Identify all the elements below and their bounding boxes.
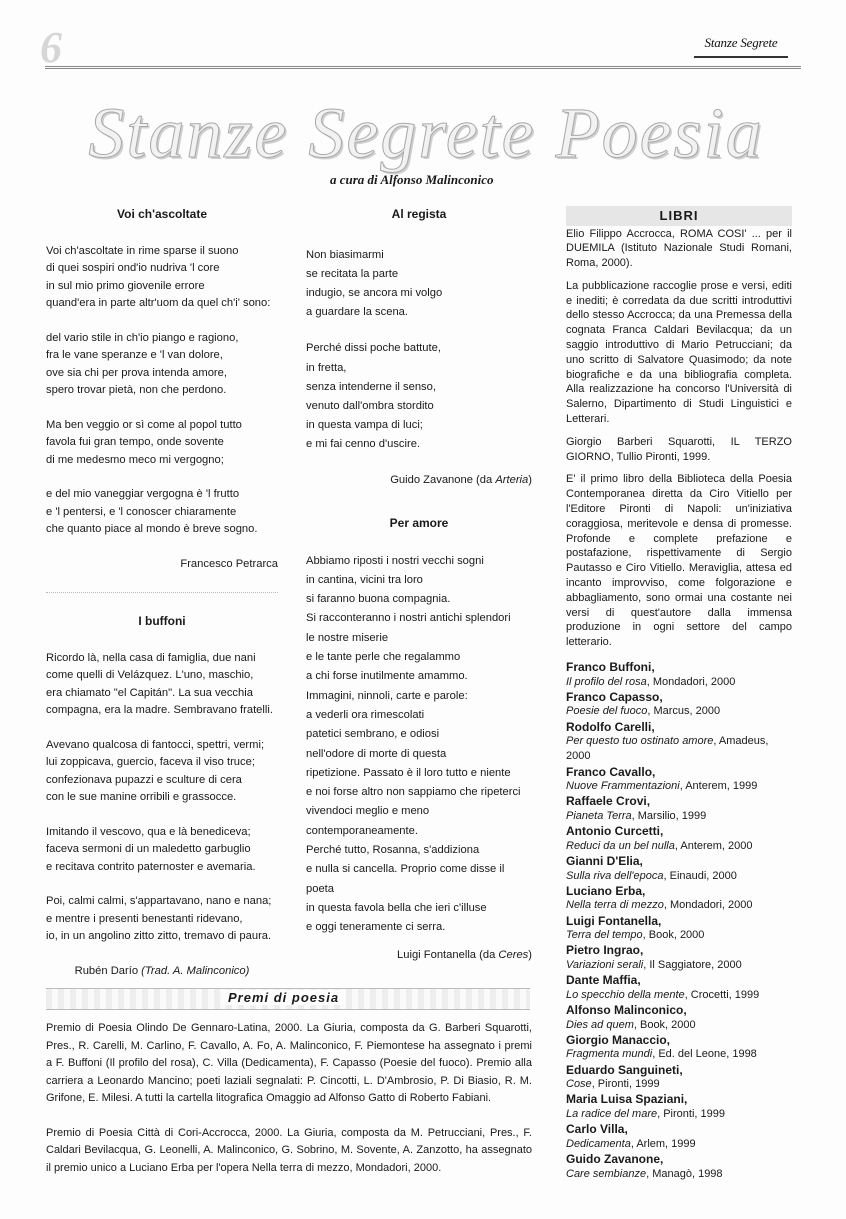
book-author: Eduardo Sanguineti, — [566, 1062, 683, 1077]
book-title: Sulla riva dell'epoca — [566, 869, 664, 882]
premi-title: Premi di poesia — [222, 990, 345, 1005]
book-title-line — [566, 869, 792, 884]
poem-stanza: Non biasimarmi se recitata la parte indugio, se ancora mi volgo a guardare la scena. — [306, 248, 443, 319]
middle-column — [306, 206, 532, 965]
book-author: Raffaele Crovi, — [566, 794, 651, 809]
book-author: Antonio Curcetti, — [566, 824, 664, 839]
book-list-item — [566, 1152, 792, 1182]
book-author: Dante Maffia, — [566, 973, 641, 988]
premi-text — [46, 1020, 532, 1194]
book-title-line — [566, 839, 792, 854]
book-author: Pietro Ingrao, — [566, 943, 644, 958]
book-author: Franco Buffoni, — [566, 660, 655, 675]
book-list-item — [566, 1092, 792, 1122]
book-review: La pubblicazione raccoglie prose e versi, editi e inediti; è corredata da due scritti introduttivi dello stesso Accrocca; da una Premessa della cognata Franca Caldari Bevilacqua; da un saggio introduttivo di Mario Petrucciani; da uno scritto di Salvatore Quasimodo; da note biografiche e da una bibliografia completa. Alla realizzazione ha concorso l'Università di Salerno, Dipartimento di Studi Linguistici e Letterari. — [566, 279, 792, 426]
book-title-line — [566, 1167, 792, 1182]
book-title-line — [566, 1137, 792, 1152]
book-title: Il profilo del rosa — [566, 675, 647, 688]
book-title-line — [566, 958, 792, 973]
book-publisher: , Ed. del Leone, 1998 — [652, 1048, 757, 1061]
poem-stanza: Ricordo là, nella casa di famiglia, due nani come quelli di Velázquez. L'uno, maschio, era chiamato "el Capitán". La sua vecchia compagna, era la madre. Sembravano fratelli. — [46, 651, 273, 716]
book-publisher: , Marcus, 2000 — [647, 705, 721, 718]
poem-author — [306, 947, 532, 965]
book-list-item — [566, 720, 792, 765]
book-review: E' il primo libro della Biblioteca della Poesia Contemporanea diretta da Ciro Vitiello per l'Editore Pironti di Napoli: un'iniziativa coraggiosa, meritevole e densa di promesse. Profonde e complete prefazione e postafazione, rispettivamente di Sergio Pautasso e Ciro Vitiello. Meraviglia, attesa ed incanto improvviso, come folgorazione e abbagliamento, sono ormai una costante nei versi di quest'autore dalla immensa produzione in ogni settore del campo letterario. — [566, 473, 792, 649]
book-author: Maria Luisa Spaziani, — [566, 1092, 688, 1107]
book-publisher: , Crocetti, 1999 — [684, 988, 760, 1001]
premi-paragraph: Premio di Poesia Olindo De Gennaro-Latina, 2000. La Giuria, composta da G. Barberi Squarotti, Pres., R. Carelli, M. Carlino, F. Cavallo, A. Fo, A. Malinconico, F. Piemontese ha assegnato i premi a F. Buffoni (Il profilo del rosa), C. Villa (Dedicamenta), F. Capasso (Poesie del fuoco). Premio alla carriera a Leonardo Mancino; poeti laziali segnalati: P. Cincotti, L. D'Ambrosio, P. Di Biasio, R. M. Grifone, E. Milesi. A tutti la cartella litografica Omaggio ad Alfonso Gatto di Roberto Fabiani. — [46, 1022, 532, 1104]
poem-stanza: Ma ben veggio or sì come al popol tutto favola fui gran tempo, onde sovente di me medesmo meco mi vergogno; — [46, 418, 242, 466]
book-title: Terra del tempo — [566, 929, 643, 942]
book-list-item — [566, 660, 792, 690]
author-name: Rubén Darío — [74, 964, 139, 977]
book-publisher: , Managò, 1998 — [646, 1167, 723, 1180]
poem-stanza: e del mio vaneggiar vergogna è 'l frutto e 'l pentersi, e 'l conoscer chiaramente che quanto piace al mondo è breve sogno. — [46, 488, 258, 535]
book-title: Fragmenta mundi — [566, 1048, 653, 1061]
book-title-line — [566, 1018, 792, 1033]
poem-title: Voi ch'ascoltate — [117, 207, 207, 221]
book-publisher: , Book, 2000 — [642, 929, 705, 942]
book-publisher: , Einaudi, 2000 — [663, 869, 737, 882]
book-entry: Elio Filippo Accrocca, ROMA COSI' ... per il DUEMILA (Istituto Nazionale Studi Romani, Roma, 2000). — [566, 227, 792, 270]
book-list-item — [566, 884, 792, 914]
book-author: Giorgio Manaccio, — [566, 1032, 671, 1047]
book-publisher: , Amadeus, 2000 — [566, 735, 769, 763]
books-column — [566, 206, 792, 1182]
author-source: Arteria — [495, 473, 529, 486]
poem-stanza: Imitando il vescovo, qua e là benediceva; faceva sermoni di un maledetto garbuglio e recitava contrito paternoster e avemaria. — [46, 825, 256, 873]
poem-title: I buffoni — [138, 614, 186, 628]
premi-paragraph: Premio di Poesia Città di Cori-Accrocca, 2000. La Giuria, composta da M. Petrucciani, Pres., F. Caldari Bevilacqua, G. Leonelli, A. Malinconico, G. Sobrino, M. Sovente, A. Zanzotto, ha assegnato il premio unico a Luciano Erba per l'opera Nella terra di mezzo, Mondadori, 2000. — [46, 1126, 532, 1174]
book-title-line — [566, 1047, 792, 1062]
column-separator — [46, 592, 278, 593]
book-list-item — [566, 690, 792, 720]
book-author: Luciano Erba, — [566, 883, 646, 898]
book-title: Cose — [566, 1078, 592, 1091]
poem-stanza: Poi, calmi calmi, s'appartavano, nano e nana; e mentre i presenti benestanti ridevano, io, in un angolino zitto zitto, tremavo di paura. — [46, 895, 272, 942]
book-title: Care sembianze — [566, 1167, 647, 1180]
poem-stanza: Perché dissi poche battute, in fretta, senza intenderne il senso, venuto dall'ombra stordito in questa vampa di luci; e mi fai cenno d'uscire. — [306, 342, 441, 451]
magazine-logo: Stanze Segrete — [694, 30, 788, 58]
book-publisher: , Marsilio, 1999 — [631, 810, 707, 822]
masthead-title: Stanze Segrete Poesia — [88, 93, 764, 173]
book-list-item — [566, 943, 792, 973]
books-heading: LIBRI — [566, 206, 792, 226]
poem-stanza: Voi ch'ascoltate in rime sparse il suono di quei sospiri ond'io nudriva 'l core in sul mio primo giovenile errore quand'era in parte altr'uom da quel ch'i' sono: — [46, 244, 271, 309]
book-publisher: , Arlem, 1999 — [630, 1137, 696, 1150]
book-list — [566, 660, 792, 1182]
author-name: Guido Zavanone (da — [390, 473, 496, 486]
book-title: Nuove Frammentazioni — [566, 780, 680, 793]
book-list-item — [566, 765, 792, 795]
curator-line: a cura di Alfonso Malinconico — [330, 172, 494, 187]
book-publisher: , Mondadori, 2000 — [646, 675, 736, 688]
poem-stanza: del vario stile in ch'io piango e ragiono, fra le vane speranze e 'l van dolore, ove sia chi per prova intenda amore, spero trovar pietà, non che perdono. — [46, 331, 239, 396]
poem-text: Abbiamo riposti i nostri vecchi sogni in cantina, vicini tra loro si faranno buona compagnia. Si racconteranno i nostri antichi splendori le nostre miserie e le tante perle che regalammo a chi forse inutilmente amammo. Immagini, ninnoli, carte e parole: a vederli ora rimescolati patetici sembrano, e odiosi nell'odore di morte di questa ripetizione. Passato è il loro tutto e niente e noi forse altro non sappiamo che ripeterci vivendoci meglio e meno contemporaneamente. Perché tutto, Rosanna, s'addiziona e nulla si cancella. Proprio come disse il poeta in questa favola bella che ieri c'illuse e oggi teneramente ci serra. — [306, 554, 521, 934]
book-title: Reduci da un bel nulla — [566, 839, 675, 852]
poem-author — [306, 472, 532, 490]
book-title-line — [566, 704, 792, 719]
book-publisher: , Book, 2000 — [633, 1018, 696, 1031]
book-title-line — [566, 898, 792, 913]
book-author: Rodolfo Carelli, — [566, 719, 655, 734]
book-title-line — [566, 734, 792, 764]
book-title: Dies ad quem — [566, 1018, 634, 1031]
author-close: ) — [528, 949, 532, 962]
book-title: Lo specchio della mente — [566, 988, 685, 1001]
poem-author — [46, 963, 278, 981]
author-name: Luigi Fontanella (da — [397, 949, 499, 962]
poem-stanza: Avevano qualcosa di fantocci, spettri, vermi; lui zoppicava, guercio, faceva il viso truce; confezionava pupazzi e sculture di cera con le sue manine orribili e grassocce. — [46, 738, 265, 803]
book-list-item — [566, 1003, 792, 1033]
book-list-item — [566, 854, 792, 884]
poem-author: Francesco Petrarca — [180, 557, 278, 570]
page-number: 6 — [40, 23, 62, 72]
book-title-line — [566, 809, 792, 824]
book-publisher: , Pironti, 1999 — [657, 1107, 725, 1120]
book-list-item — [566, 973, 792, 1003]
book-title-line — [566, 988, 792, 1003]
book-list-item — [566, 914, 792, 944]
book-publisher: , Pironti, 1999 — [591, 1078, 660, 1091]
book-author: Franco Capasso, — [566, 689, 663, 704]
book-author: Carlo Villa, — [566, 1122, 628, 1137]
book-author: Alfonso Malinconico, — [566, 1002, 687, 1017]
book-author: Gianni D'Elia, — [566, 854, 643, 868]
header-rule — [45, 66, 801, 69]
author-close: ) — [528, 473, 532, 486]
book-title: Nella terra di mezzo — [566, 899, 664, 912]
book-title: Variazioni serali — [566, 958, 644, 971]
book-title-line — [566, 779, 792, 794]
left-column — [46, 206, 278, 980]
book-list-item — [566, 794, 792, 824]
book-title: La radice del mare — [566, 1107, 658, 1120]
book-publisher: , Mondadori, 2000 — [663, 899, 753, 912]
poem-title: Al regista — [391, 207, 447, 221]
book-publisher: , Anterem, 2000 — [674, 839, 753, 852]
book-publisher: , Il Saggiatore, 2000 — [643, 958, 742, 971]
translator-note: (Trad. A. Malinconico) — [141, 964, 250, 977]
book-author: Luigi Fontanella, — [566, 913, 662, 928]
book-title: Per questo tuo ostinato amore — [566, 735, 714, 748]
book-title: Poesie del fuoco — [566, 705, 648, 718]
book-list-item — [566, 1033, 792, 1063]
book-author: Franco Cavallo, — [566, 764, 656, 779]
book-entry: Giorgio Barberi Squarotti, IL TERZO GIORNO, Tullio Pironti, 1999. — [566, 435, 792, 463]
book-title-line — [566, 928, 792, 943]
author-source: Ceres — [498, 949, 529, 962]
book-list-item — [566, 824, 792, 854]
book-author: Guido Zavanone, — [566, 1151, 664, 1166]
poem-title: Per amore — [389, 516, 449, 531]
book-title: Dedicamenta — [566, 1137, 631, 1150]
book-title-line — [566, 675, 792, 690]
book-title-line — [566, 1107, 792, 1122]
book-title-line — [566, 1077, 792, 1092]
book-list-item — [566, 1122, 792, 1152]
book-title: Pianeta Terra — [566, 810, 632, 822]
book-list-item — [566, 1063, 792, 1093]
book-publisher: , Anterem, 1999 — [679, 780, 758, 793]
